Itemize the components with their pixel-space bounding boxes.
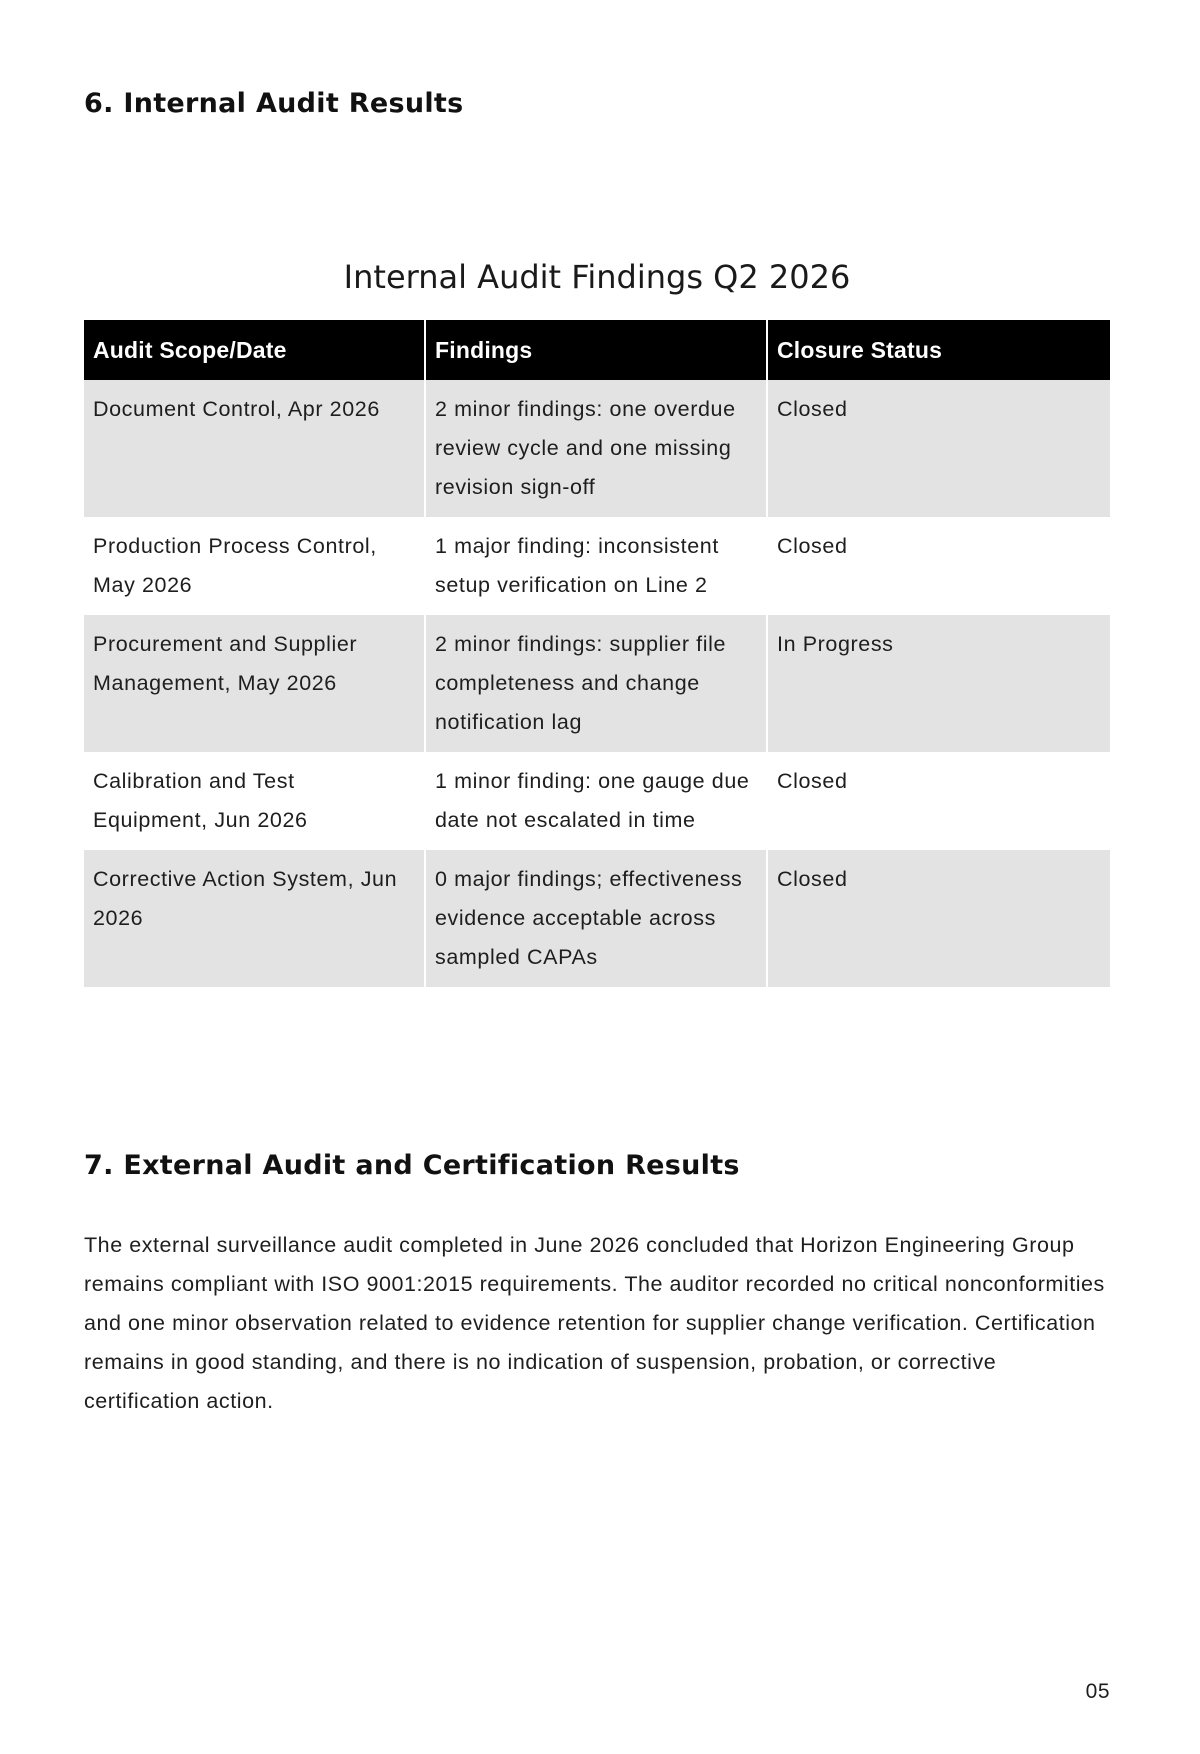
table-row xyxy=(84,517,1110,615)
cell-status: Closed xyxy=(767,850,1110,987)
column-header-findings: Findings xyxy=(425,320,767,380)
table-header-row xyxy=(84,320,1110,380)
cell-scope: Calibration and Test Equipment, Jun 2026 xyxy=(84,752,425,850)
cell-scope: Document Control, Apr 2026 xyxy=(84,380,425,517)
audit-findings-table xyxy=(84,320,1110,987)
cell-status: Closed xyxy=(767,517,1110,615)
cell-status: Closed xyxy=(767,752,1110,850)
cell-scope: Production Process Control, May 2026 xyxy=(84,517,425,615)
cell-scope: Procurement and Supplier Management, May 2026 xyxy=(84,615,425,752)
cell-scope: Corrective Action System, Jun 2026 xyxy=(84,850,425,987)
table-title: Internal Audit Findings Q2 2026 xyxy=(343,258,851,296)
column-header-status: Closure Status xyxy=(767,320,1110,380)
table-row xyxy=(84,615,1110,752)
section-heading-external-audit: 7. External Audit and Certification Results xyxy=(84,1150,740,1181)
section-heading-internal-audit: 6. Internal Audit Results xyxy=(84,88,464,119)
cell-status: In Progress xyxy=(767,615,1110,752)
cell-findings: 1 major finding: inconsistent setup verification on Line 2 xyxy=(425,517,767,615)
cell-findings: 1 minor finding: one gauge due date not escalated in time xyxy=(425,752,767,850)
page-number: 05 xyxy=(1085,1680,1110,1703)
column-header-scope: Audit Scope/Date xyxy=(84,320,425,380)
cell-status: Closed xyxy=(767,380,1110,517)
cell-findings: 0 major findings; effectiveness evidence acceptable across sampled CAPAs xyxy=(425,850,767,987)
cell-findings: 2 minor findings: one overdue review cycle and one missing revision sign-off xyxy=(425,380,767,517)
table-row xyxy=(84,752,1110,850)
external-audit-paragraph: The external surveillance audit completed in June 2026 concluded that Horizon Engineering Group remains compliant with ISO 9001:2015 requirements. The auditor recorded no critical nonconformities and one minor observation related to evidence retention for supplier change verification. Certification remains in good standing, and there is no indication of suspension, probation, or corrective certification action. xyxy=(84,1233,1105,1413)
table-row xyxy=(84,850,1110,987)
table-row xyxy=(84,380,1110,517)
cell-findings: 2 minor findings: supplier file completeness and change notification lag xyxy=(425,615,767,752)
